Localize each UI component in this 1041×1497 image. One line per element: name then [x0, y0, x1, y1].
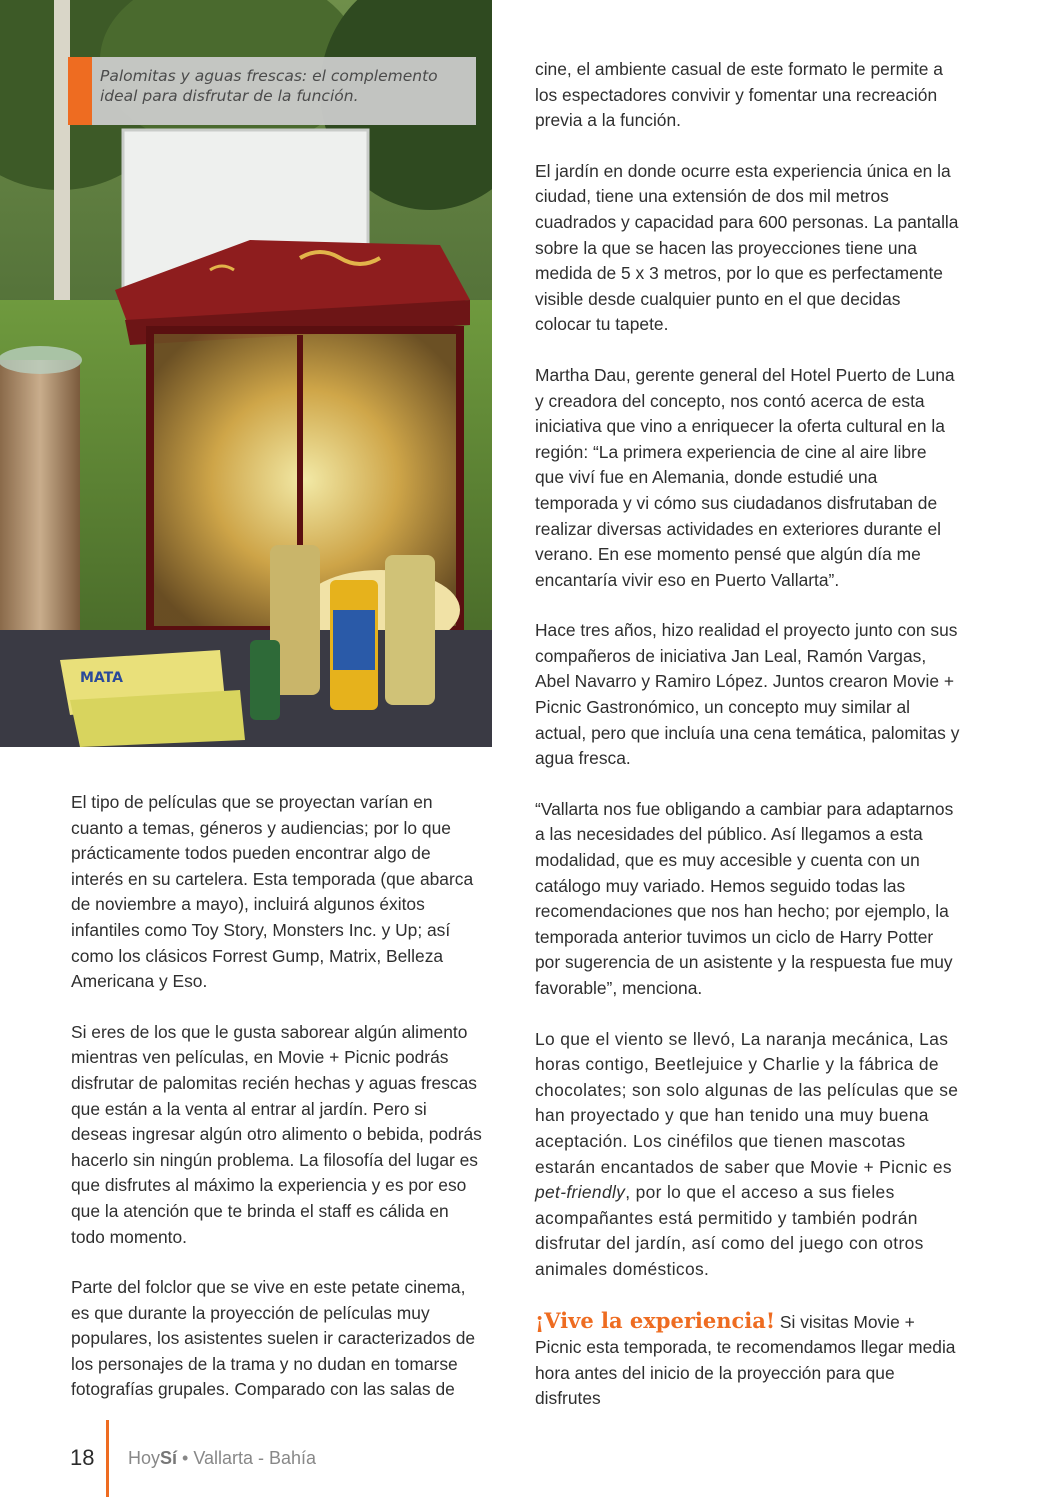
magazine-name [128, 1448, 316, 1469]
pets-paragraph [535, 1027, 960, 1283]
paragraph: El tipo de películas que se proyectan varían en cuanto a temas, géneros y audiencias; por lo que prácticamente todos pueden encontrar algo de interés en su cartelera. Esta temporada (que abarca de noviembre a mayo), incluirá algunos éxitos infantiles como Toy Story, Monsters Inc. y Up; así como los clásicos Forrest Gump, Matrix, Belleza Americana y Eso. [71, 792, 474, 992]
popcorn-bag-label: MATA [80, 670, 123, 686]
paragraph: “Vallarta nos fue obligando a cambiar para adaptarnos a las necesidades del público. Así llegamos a esta modalidad, que es muy accesible y cuenta con un catálogo muy variado. Hemos seguido todas las recomendaciones que nos han hecho; por ejemplo, la temporada anterior tuvimos un ciclo de Harry Potter por sugerencia de un asistente y la respuesta fue muy favorable”, menciona. [535, 798, 954, 998]
section-name: • Vallarta - Bahía [177, 1448, 317, 1468]
page-number: 18 [70, 1445, 95, 1470]
photo-caption [68, 57, 476, 125]
paragraph: cine, el ambiente casual de este formato le permite a los espectadores convivir y fomentar una recreación previa a la función. [535, 59, 943, 131]
caption-accent-bar [68, 57, 92, 125]
article-column-left [71, 790, 483, 1428]
footer-accent-rule [106, 1420, 109, 1497]
paragraph: El jardín en donde ocurre esta experiencia única en la ciudad, tiene una extensión de dos mil metros cuadrados y capacidad para 600 personas. La pantalla sobre la que se hacen las proyecciones tiene una medida de 5 x 3 metros, por lo que es perfectamente visible desde cualquier punto en el que decidas colocar tu tapete. [535, 160, 959, 335]
paragraph: Parte del folclor que se vive en este petate cinema, es que durante la proyección de películas muy populares, los asistentes suelen ir caracterizados de los personajes de la trama y no dudan en tomarse fotografías grupales. Comparado con las salas de [71, 1277, 476, 1400]
vive-paragraph [535, 1308, 960, 1412]
paragraph: Hace tres años, hizo realidad el proyecto junto con sus compañeros de iniciativa Jan Leal, Ramón Vargas, Abel Navarro y Ramiro López. Juntos crearon Movie + Picnic Gastronómico, un concepto muy similar al actual, pero que incluía una cena temática, palomitas y agua fresca. [535, 620, 960, 769]
vive-heading: ¡Vive la experiencia! [535, 1307, 776, 1333]
brand-bold: Sí [160, 1448, 178, 1468]
brand-light: Hoy [128, 1448, 161, 1468]
pets-text-before: Lo que el viento se llevó, La naranja mecánica, Las horas contigo, Beetlejuice y Charlie y la fábrica de chocolates; son solo algunas de las películas que se han proyectado y que han tenido una muy buena aceptación. Los cinéfilos que tienen mascotas estarán encantados de saber que Movie + Picnic es [535, 1028, 959, 1177]
caption-text: Palomitas y aguas frescas: el complemento ideal para disfrutar de la función. [100, 67, 438, 105]
vive-text: Si visitas Movie + Picnic esta temporada, te recomendamos llegar media hora antes del inicio de la proyección para que disfrutes [535, 1311, 956, 1409]
paragraph: Si eres de los que le gusta saborear algún alimento mientras ven películas, en Movie + Picnic podrás disfrutar de palomitas recién hechas y aguas frescas que están a la venta al entrar al jardín. Pero si deseas ingresar algún otro alimento o bebida, podrás hacerlo sin ningún problema. La filosofía del lugar es que disfrutes al máximo la experiencia y es por eso que la atención que te brinda el staff es cálida en todo momento. [71, 1021, 482, 1247]
paragraph: Martha Dau, gerente general del Hotel Puerto de Luna y creadora del concepto, nos contó acerca de esta iniciativa que vino a enriquecer la oferta cultural en la región: “La primera experiencia de cine al aire libre que viví fue en Alemania, donde estudié una temporada y vi cómo sus ciudadanos disfrutaban de realizar diversas actividades en exteriores durante el verano. En ese momento pensé que algún día me encantaría vivir eso en Puerto Vallarta”. [535, 364, 955, 590]
pet-friendly-text: pet-friendly [535, 1182, 626, 1203]
pets-text-after: , por lo que el acceso a sus fieles acompañantes está permitido y también podrán disfrutar del jardín, así como del juego con otros animales domésticos. [535, 1182, 924, 1279]
article-column-right [535, 57, 960, 1437]
